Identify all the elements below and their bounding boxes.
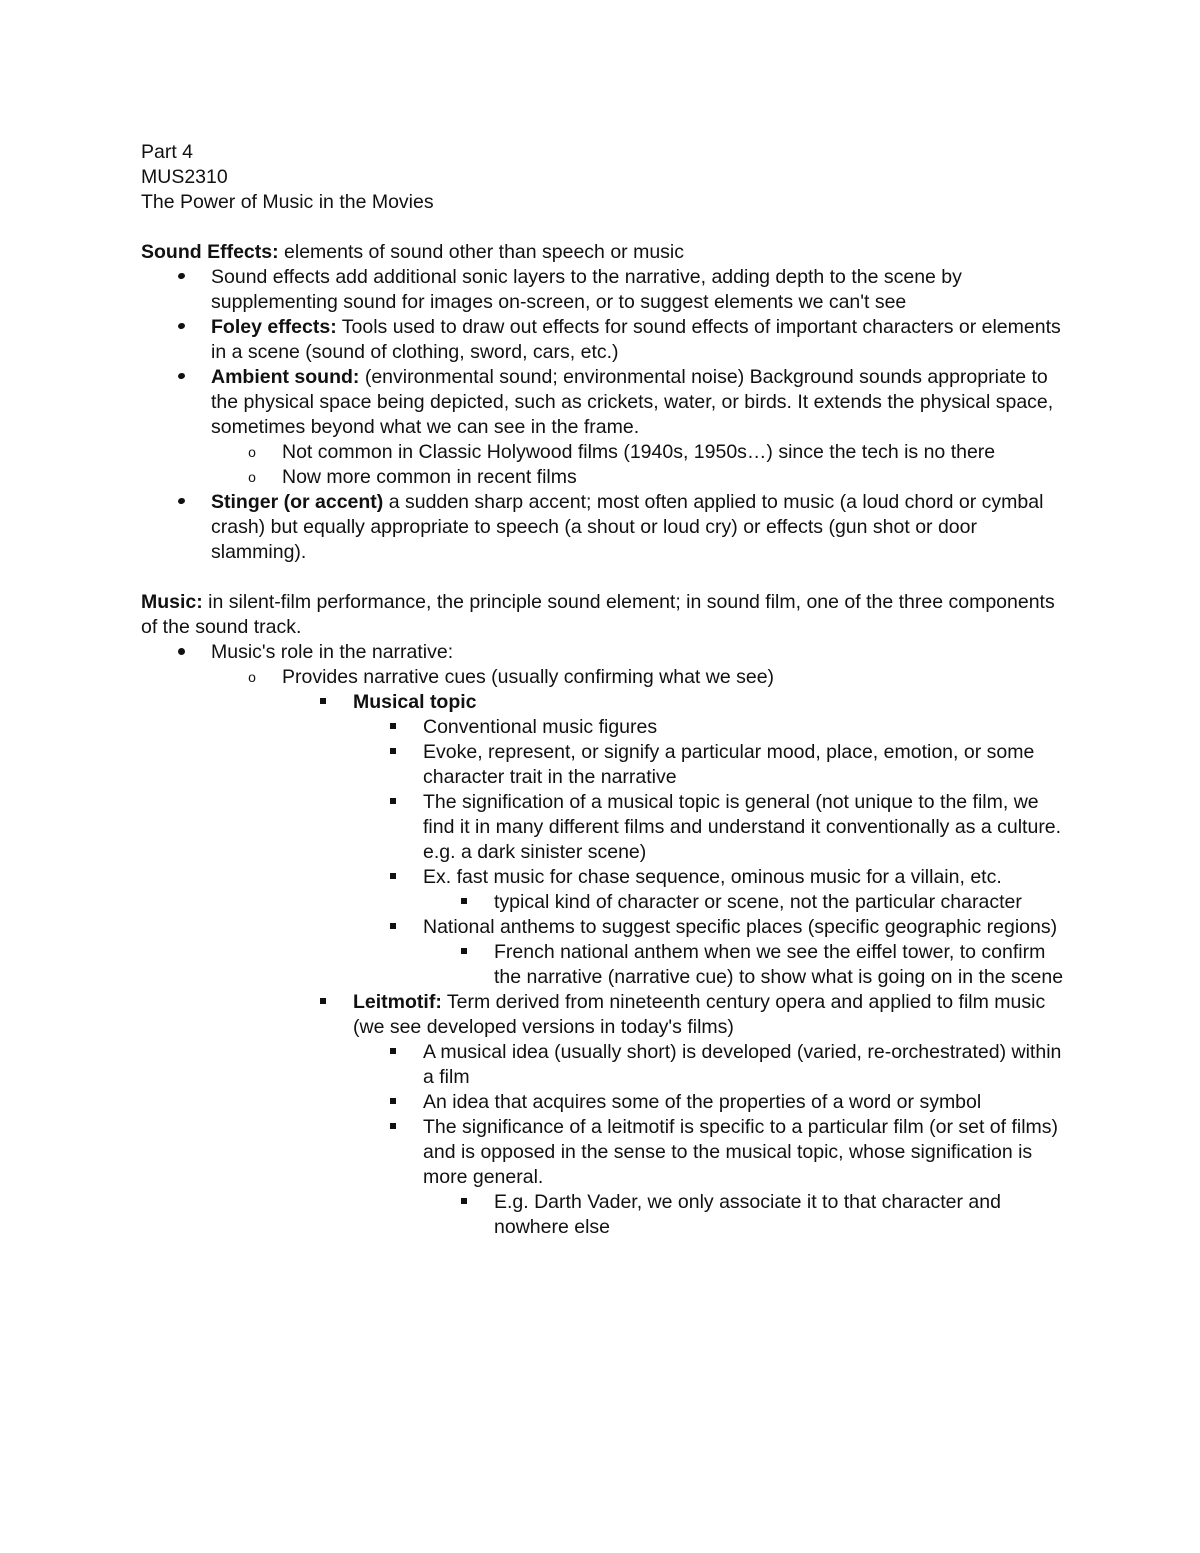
list-item: Leitmotif: Term derived from nineteenth century opera and applied to film music (we see developed versions in today's films)	[141, 990, 1071, 1040]
square-bullet-icon	[383, 1115, 403, 1140]
list-item: A musical idea (usually short) is developed (varied, re-orchestrated) within a film	[141, 1040, 1071, 1090]
sound-effects-definition	[141, 240, 1071, 265]
list-item: The signification of a musical topic is general (not unique to the film, we find it in many different films and understand it conventionally as a culture. e.g. a dark sinister scene)	[141, 790, 1071, 865]
circle-bullet-icon: o	[248, 669, 256, 685]
document-title: The Power of Music in the Movies	[141, 191, 434, 213]
music-list	[141, 640, 1071, 1240]
part-label: Part 4	[141, 141, 194, 163]
stinger-term: Stinger (or accent)	[211, 491, 384, 513]
list-item: Foley effects: Tools used to draw out effects for sound effects of important characters or elements in a scene (sound of clothing, sword, cars, etc.)	[141, 315, 1071, 365]
list-item: Evoke, represent, or signify a particular mood, place, emotion, or some character trait in the narrative	[141, 740, 1071, 790]
list-item: Stinger (or accent) a sudden sharp accent; most often applied to music (a loud chord or cymbal crash) but equally appropriate to speech (a shout or loud cry) or effects (gun shot or door slamming).	[141, 490, 1071, 565]
square-bullet-icon	[313, 990, 333, 1015]
square-bullet-icon	[454, 940, 474, 965]
list-item: o Now more common in recent films	[141, 465, 1071, 490]
list-item: E.g. Darth Vader, we only associate it to that character and nowhere else	[141, 1190, 1071, 1240]
list-item: Sound effects add additional sonic layers to the narrative, adding depth to the scene by supplementing sound for images on-screen, or to suggest elements we can't see	[141, 265, 1071, 315]
music-def-text: in silent-film performance, the principle sound element; in sound film, one of the three components of the sound track.	[141, 591, 1055, 638]
bullet-icon	[171, 640, 191, 665]
square-bullet-icon	[383, 865, 403, 890]
list-item: Music's role in the narrative:	[141, 640, 1071, 665]
bullet-icon	[171, 315, 191, 340]
list-item: o Not common in Classic Holywood films (1940s, 1950s…) since the tech is no there	[141, 440, 1071, 465]
circle-bullet-icon: o	[248, 469, 256, 485]
circle-bullet-icon: o	[248, 444, 256, 460]
list-item: National anthems to suggest specific places (specific geographic regions)	[141, 915, 1071, 940]
sound-effects-def-text: elements of sound other than speech or music	[278, 241, 684, 263]
square-bullet-icon	[383, 1040, 403, 1065]
course-code: MUS2310	[141, 166, 228, 188]
square-bullet-icon	[383, 915, 403, 940]
square-bullet-icon	[383, 790, 403, 815]
list-item	[141, 690, 1071, 715]
bullet-icon	[171, 490, 191, 515]
bullet-icon	[171, 265, 191, 290]
list-item: Conventional music figures	[141, 715, 1071, 740]
music-definition	[141, 590, 1071, 640]
list-item: typical kind of character or scene, not the particular character	[141, 890, 1071, 915]
document-page	[141, 140, 1071, 1240]
musical-topic-term: Musical topic	[353, 691, 477, 713]
square-bullet-icon	[383, 715, 403, 740]
bullet-icon	[171, 365, 191, 390]
foley-term: Foley effects:	[211, 316, 337, 338]
list-item: o Provides narrative cues (usually confirming what we see)	[141, 665, 1071, 690]
list-item: The significance of a leitmotif is specific to a particular film (or set of films) and is opposed in the sense to the musical topic, whose signification is more general.	[141, 1115, 1071, 1190]
ambient-term: Ambient sound:	[211, 366, 360, 388]
sound-effects-term: Sound Effects:	[141, 241, 279, 263]
music-term: Music:	[141, 591, 203, 613]
list-item: An idea that acquires some of the properties of a word or symbol	[141, 1090, 1071, 1115]
square-bullet-icon	[454, 1190, 474, 1215]
square-bullet-icon	[383, 1090, 403, 1115]
leitmotif-term: Leitmotif:	[353, 991, 442, 1013]
square-bullet-icon	[454, 890, 474, 915]
sound-effects-list	[141, 265, 1071, 565]
square-bullet-icon	[313, 690, 333, 715]
list-item: Ex. fast music for chase sequence, ominous music for a villain, etc.	[141, 865, 1071, 890]
list-item: French national anthem when we see the eiffel tower, to confirm the narrative (narrative cue) to show what is going on in the scene	[141, 940, 1071, 990]
square-bullet-icon	[383, 740, 403, 765]
list-item: Ambient sound: (environmental sound; environmental noise) Background sounds appropriate to the physical space being depicted, such as crickets, water, or birds. It extends the physical space, sometimes beyond what we can see in the frame.	[141, 365, 1071, 440]
